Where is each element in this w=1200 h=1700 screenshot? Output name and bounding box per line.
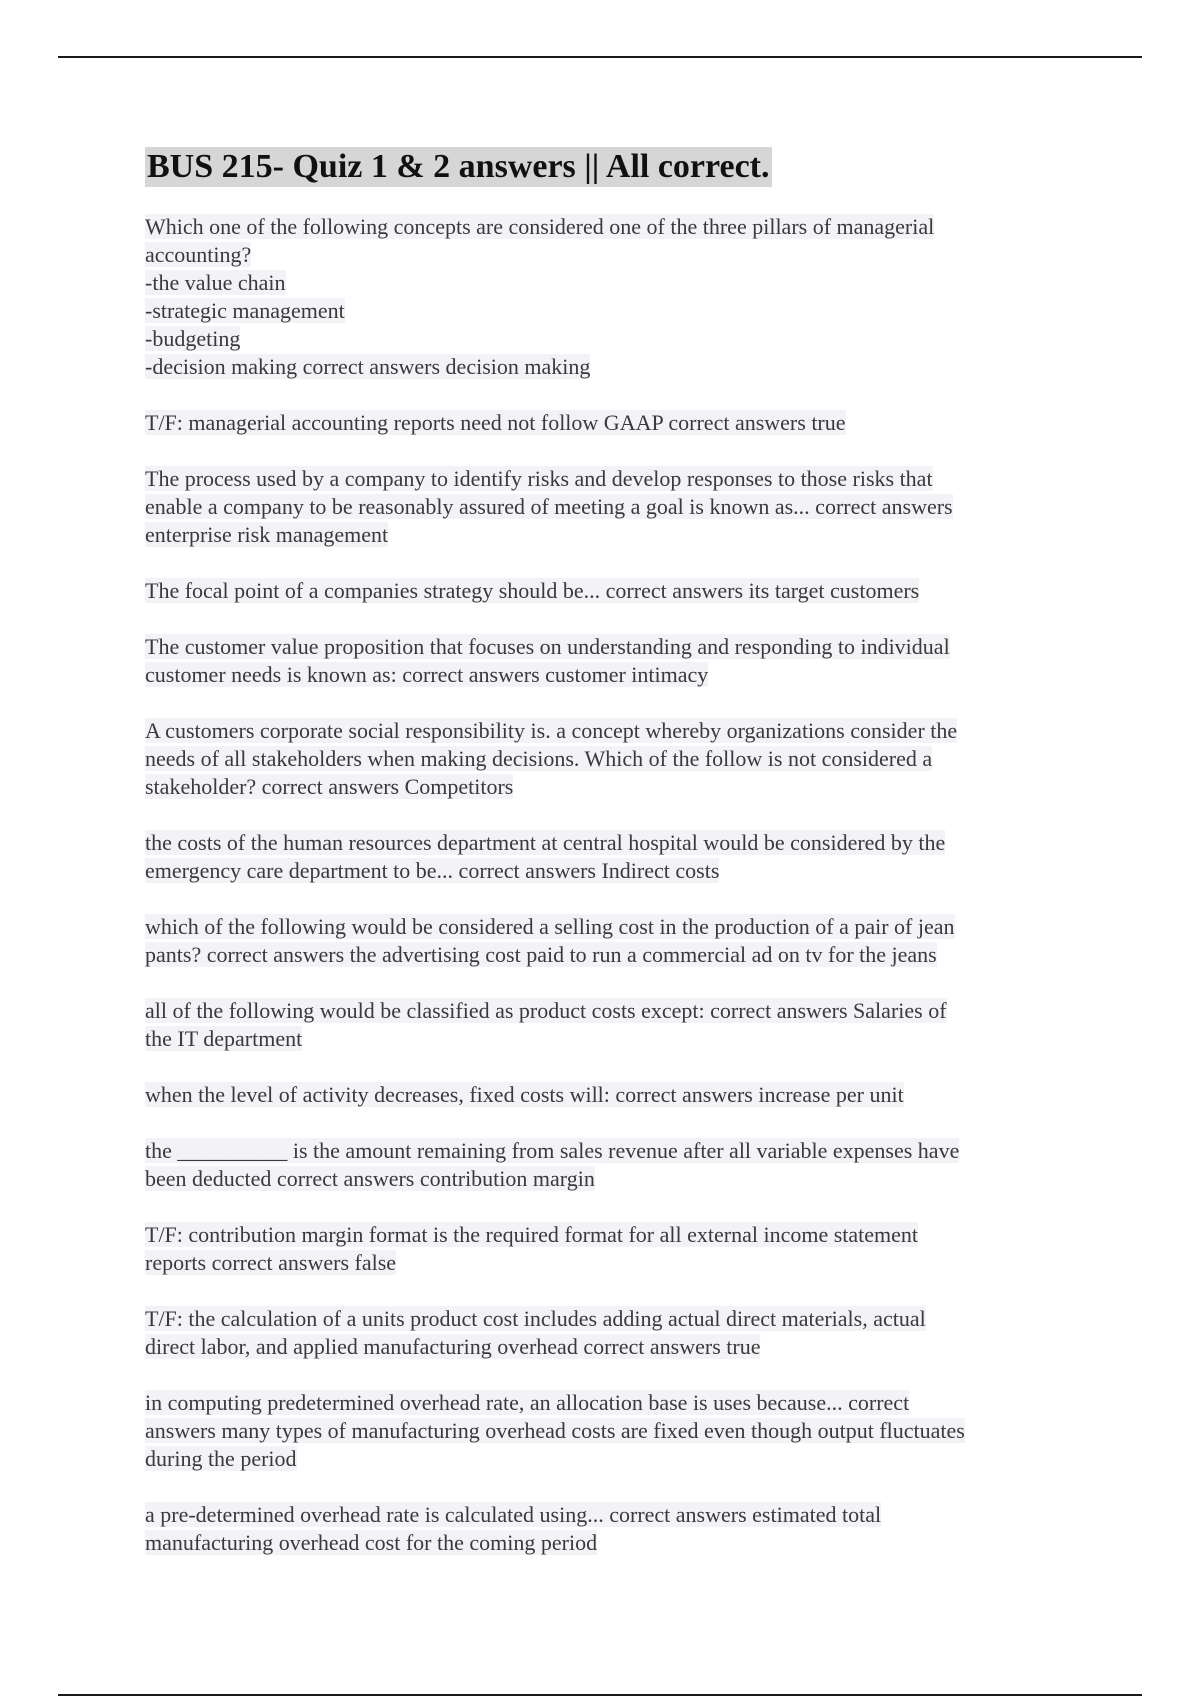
text-line: The process used by a company to identify risks and develop responses to those risks that bbox=[145, 466, 933, 491]
text-line: a pre-determined overhead rate is calculated using... correct answers estimated total bbox=[145, 1502, 882, 1527]
text-line: A customers corporate social responsibility is. a concept whereby organizations consider the bbox=[145, 718, 958, 743]
qa-item bbox=[145, 1389, 1045, 1473]
text-line: Which one of the following concepts are considered one of the three pillars of managerial bbox=[145, 214, 935, 239]
text-line: all of the following would be classified as product costs except: correct answers Salaries of bbox=[145, 998, 947, 1023]
text-line: The customer value proposition that focuses on understanding and responding to individual bbox=[145, 634, 950, 659]
text-line: in computing predetermined overhead rate, an allocation base is uses because... correct bbox=[145, 1390, 910, 1415]
text-line: direct labor, and applied manufacturing overhead correct answers true bbox=[145, 1334, 761, 1359]
qa-item bbox=[145, 1081, 1045, 1109]
qa-item bbox=[145, 829, 1045, 885]
text-line: The focal point of a companies strategy should be... correct answers its target customers bbox=[145, 578, 920, 603]
qa-item bbox=[145, 1221, 1045, 1277]
text-line: T/F: contribution margin format is the required format for all external income statement bbox=[145, 1222, 919, 1247]
text-line: manufacturing overhead cost for the coming period bbox=[145, 1530, 598, 1555]
qa-item bbox=[145, 213, 1045, 381]
text-line: T/F: managerial accounting reports need not follow GAAP correct answers true bbox=[145, 410, 846, 435]
top-rule bbox=[58, 56, 1142, 58]
document-body bbox=[145, 147, 1045, 1585]
text-line: accounting? bbox=[145, 242, 252, 267]
qa-item bbox=[145, 1305, 1045, 1361]
text-line: during the period bbox=[145, 1446, 297, 1471]
qa-item bbox=[145, 1137, 1045, 1193]
qa-item bbox=[145, 409, 1045, 437]
text-line: -budgeting bbox=[145, 326, 241, 351]
text-line: enterprise risk management bbox=[145, 522, 389, 547]
qa-item bbox=[145, 633, 1045, 689]
text-line: -the value chain bbox=[145, 270, 286, 295]
text-line: needs of all stakeholders when making decisions. Which of the follow is not considered a bbox=[145, 746, 933, 771]
text-line: been deducted correct answers contribution margin bbox=[145, 1166, 595, 1191]
document-title: BUS 215- Quiz 1 & 2 answers || All correct. bbox=[147, 148, 770, 185]
qa-item bbox=[145, 1501, 1045, 1557]
text-line: pants? correct answers the advertising cost paid to run a commercial ad on tv for the jeans bbox=[145, 942, 937, 967]
text-line: -decision making correct answers decision making bbox=[145, 354, 591, 379]
qa-item bbox=[145, 717, 1045, 801]
text-line: stakeholder? correct answers Competitors bbox=[145, 774, 514, 799]
bottom-rule bbox=[58, 1694, 1142, 1696]
qa-item bbox=[145, 997, 1045, 1053]
text-line: enable a company to be reasonably assured of meeting a goal is known as... correct answers bbox=[145, 494, 953, 519]
text-line: -strategic management bbox=[145, 298, 345, 323]
qa-item bbox=[145, 577, 1045, 605]
qa-item bbox=[145, 465, 1045, 549]
qa-item bbox=[145, 913, 1045, 969]
text-line: which of the following would be considered a selling cost in the production of a pair of jean bbox=[145, 914, 955, 939]
text-line: T/F: the calculation of a units product cost includes adding actual direct materials, actual bbox=[145, 1306, 926, 1331]
text-line: the IT department bbox=[145, 1026, 303, 1051]
text-line: reports correct answers false bbox=[145, 1250, 397, 1275]
text-line: the costs of the human resources department at central hospital would be considered by the bbox=[145, 830, 946, 855]
text-line: answers many types of manufacturing overhead costs are fixed even though output fluctuates bbox=[145, 1418, 965, 1443]
text-line: when the level of activity decreases, fixed costs will: correct answers increase per unit bbox=[145, 1082, 904, 1107]
text-line: emergency care department to be... correct answers Indirect costs bbox=[145, 858, 720, 883]
text-line: the __________ is the amount remaining from sales revenue after all variable expenses have bbox=[145, 1138, 960, 1163]
text-line: customer needs is known as: correct answers customer intimacy bbox=[145, 662, 709, 687]
